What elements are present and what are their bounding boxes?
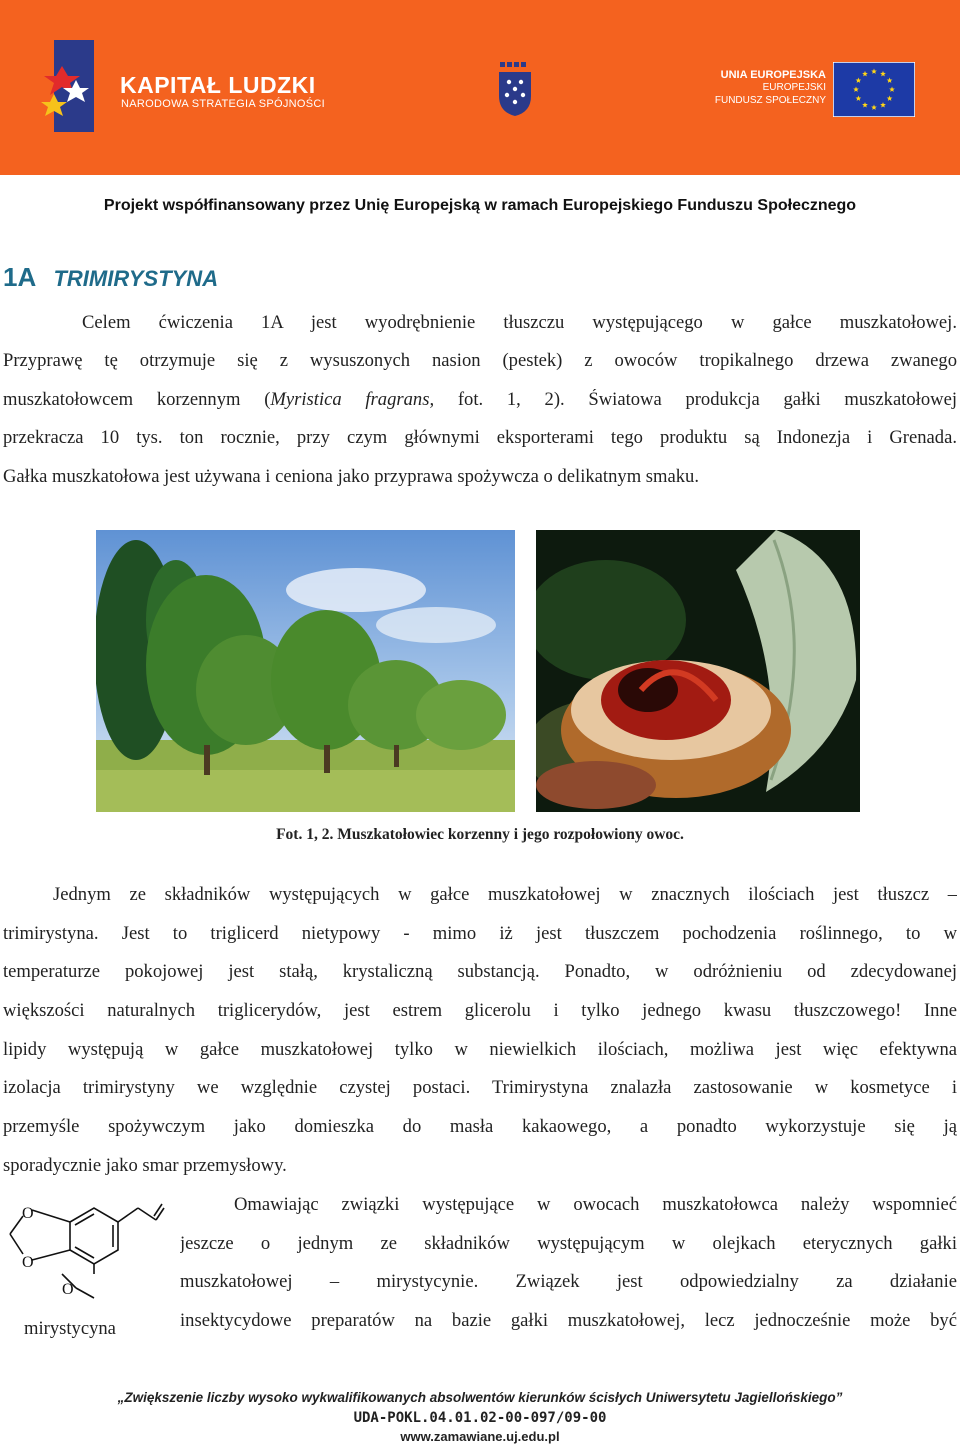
kapital-ludzki-title: KAPITAŁ LUDZKI (120, 72, 316, 98)
kapital-ludzki-subtitle: NARODOWA STRATEGIA SPÓJNOŚCI (121, 98, 325, 110)
footer-website-link[interactable]: www.zamawiane.uj.edu.pl (400, 1429, 560, 1444)
body-line-1: Jednym ze składników występujących w gałce muszkatołowej w znacznych ilościach jest tłuszcz – (53, 884, 957, 905)
oxygen-label-2: O (22, 1254, 34, 1271)
eu-fund-line: EUROPEJSKI (762, 82, 826, 93)
section-heading (3, 262, 218, 293)
section-number: 1A (3, 262, 37, 292)
polish-republic-emblem (497, 60, 533, 118)
body-line-3: temperaturze pokojowej jest stałą, krystaliczną substancją. Ponadto, w odróżnieniu od zdecydowanej (3, 961, 957, 982)
oxygen-label-3: O (62, 1281, 74, 1298)
body-line-5: lipidy występują w gałce muszkatołowej tylko w niewielkich ilościach, możliwa jest więc efektywna (3, 1039, 957, 1060)
intro-line-4: przekracza 10 tys. ton rocznie, przy czym głównymi eksporterami tego produktu są Indonezja i Grenada. (3, 427, 957, 448)
kapital-ludzki-star-logo (40, 40, 100, 132)
footer-project-title: „Zwiększenie liczby wysoko wykwalifikowanych absolwentów kierunków ścisłych Uniwersytetu Jagiellońskiego” (117, 1390, 843, 1405)
footer-project-code: UDA-POKL.04.01.02-00-097/09-00 (353, 1410, 607, 1426)
oxygen-label-1: O (22, 1205, 34, 1222)
section-title: TRIMIRYSTYNA (53, 266, 219, 291)
body-line-7: przemyśle spożywczym jako domieszka do masła kakaowego, a ponadto wykorzystuje się ją (3, 1116, 957, 1137)
side-line-2: jeszcze o jednym ze składników występującym w olejkach eterycznych gałki (180, 1233, 957, 1254)
intro-line-3-a: muszkatołowcem korzennym ( (3, 389, 271, 410)
nutmeg-trees-photo (96, 530, 515, 812)
side-line-1: Omawiając związki występujące w owocach muszkatołowca należy wspomnieć (234, 1194, 957, 1215)
side-line-3: muszkatołowej – mirystycynie. Związek jest odpowiedzialny za działanie (180, 1271, 957, 1292)
body-line-8: sporadycznie jako smar przemysłowy. (3, 1155, 287, 1176)
eu-title: UNIA EUROPEJSKA (720, 69, 826, 81)
halved-nutmeg-fruit-photo (536, 530, 860, 812)
eu-flag-icon (833, 62, 915, 117)
species-name: Myristica fragrans, (270, 389, 435, 410)
intro-line-5: Gałka muszkatołowa jest używana i ceniona jako przyprawa spożywcza o delikatnym smaku. (3, 466, 699, 487)
intro-line-1: Celem ćwiczenia 1A jest wyodrębnienie tłuszczu występującego w gałce muszkatołowej. (82, 312, 957, 333)
figure-caption: Fot. 1, 2. Muszkatołowiec korzenny i jego rozpołowiony owoc. (276, 826, 684, 843)
intro-line-3-b: fot. 1, 2). Światowa produkcja gałki muszkatołowej (434, 389, 957, 410)
body-line-2: trimirystyna. Jest to triglicerd nietypowy - mimo iż jest tłuszczem pochodzenia roślinnego, to w (3, 923, 957, 944)
intro-line-2: Przyprawę tę otrzymuje się z wysuszonych nasion (pestek) z owoców tropikalnego drzewa zwanego (3, 350, 957, 371)
myristicin-structure-diagram (4, 1196, 166, 1308)
side-line-4: insektycydowe preparatów na bazie gałki muszkatołowej, lecz jednocześnie może być (180, 1310, 957, 1331)
intro-line-3 (3, 389, 957, 411)
molecule-name: mirystycyna (24, 1318, 116, 1339)
body-line-4: większości naturalnych triglicerydów, jest estrem glicerolu i tylko jednego kwasu tłuszczowego! Inne (3, 1000, 957, 1021)
project-cofinancing-line: Projekt współfinansowany przez Unię Europejską w ramach Europejskiego Funduszu Społecznego (103, 197, 857, 214)
eu-fund-line-2: FUNDUSZ SPOŁECZNY (714, 95, 826, 106)
body-line-6: izolacja trimirystyny we względnie czystej postaci. Trimirystyna znalazła zastosowanie w kosmetyce i (3, 1077, 957, 1098)
